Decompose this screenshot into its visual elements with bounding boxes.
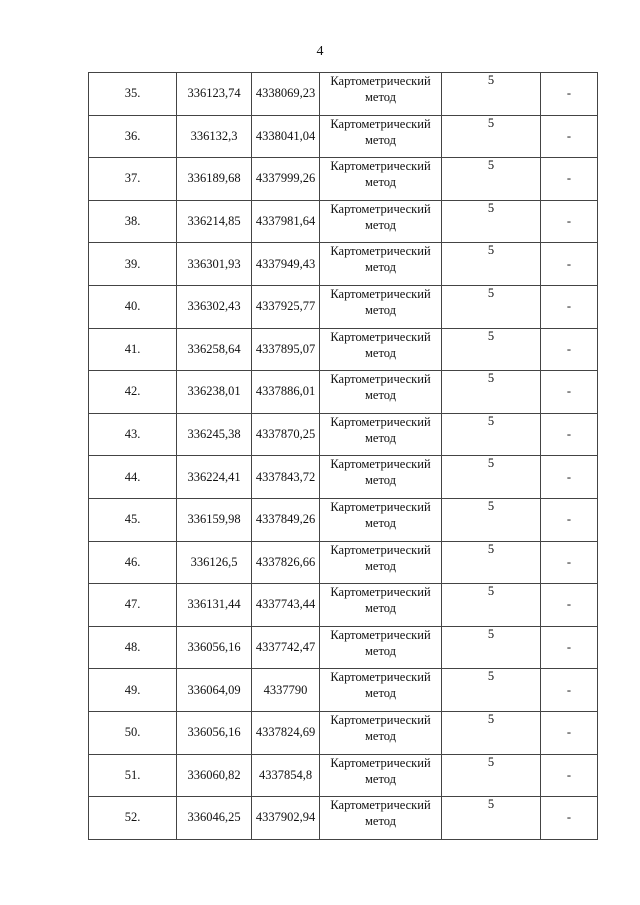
accuracy-text: 5 <box>487 584 495 599</box>
accuracy-cell <box>442 711 541 754</box>
accuracy-text: 5 <box>487 413 495 428</box>
note-cell <box>541 200 598 243</box>
y-coordinate-cell <box>252 797 320 840</box>
method-cell <box>320 285 442 328</box>
accuracy-cell <box>442 584 541 627</box>
accuracy-cell <box>442 669 541 712</box>
table-row <box>89 158 598 201</box>
y-coordinate-text: 4337870,25 <box>255 427 316 442</box>
x-coordinate-text: 336131,44 <box>187 597 241 612</box>
x-coordinate-text: 336056,16 <box>187 725 241 740</box>
method-text: метод <box>364 771 396 786</box>
coordinates-table <box>88 72 598 840</box>
y-coordinate-text: 4337743,44 <box>255 597 316 612</box>
x-coordinate-cell <box>177 754 252 797</box>
method-cell <box>320 158 442 201</box>
x-coordinate-text: 336302,43 <box>187 299 241 314</box>
method-text: метод <box>364 302 396 317</box>
note-text: - <box>566 299 572 314</box>
y-coordinate-cell <box>252 158 320 201</box>
table-row <box>89 626 598 669</box>
point-number-cell <box>89 669 177 712</box>
method-text: метод <box>364 217 396 232</box>
point-number-text: 52. <box>124 810 141 825</box>
point-number-cell <box>89 371 177 414</box>
note-text: - <box>566 640 572 655</box>
accuracy-text: 5 <box>487 328 495 343</box>
accuracy-text: 5 <box>487 626 495 641</box>
point-number-cell <box>89 73 177 116</box>
note-text: - <box>566 214 572 229</box>
y-coordinate-cell <box>252 584 320 627</box>
x-coordinate-text: 336060,82 <box>187 767 241 782</box>
note-cell <box>541 584 598 627</box>
y-coordinate-cell <box>252 541 320 584</box>
table-row <box>89 456 598 499</box>
x-coordinate-cell <box>177 158 252 201</box>
point-number-text: 35. <box>124 86 141 101</box>
accuracy-text: 5 <box>487 200 495 215</box>
note-cell <box>541 371 598 414</box>
x-coordinate-cell <box>177 584 252 627</box>
note-cell <box>541 413 598 456</box>
method-text: метод <box>364 728 396 743</box>
method-cell <box>320 711 442 754</box>
point-number-text: 38. <box>124 214 141 229</box>
method-text: метод <box>364 643 396 658</box>
method-cell <box>320 669 442 712</box>
x-coordinate-cell <box>177 711 252 754</box>
method-cell <box>320 456 442 499</box>
y-coordinate-text: 4338069,23 <box>255 86 316 101</box>
method-cell <box>320 328 442 371</box>
method-text: метод <box>364 430 396 445</box>
point-number-cell <box>89 328 177 371</box>
x-coordinate-text: 336238,01 <box>187 384 241 399</box>
x-coordinate-text: 336258,64 <box>187 341 241 356</box>
accuracy-cell <box>442 328 541 371</box>
y-coordinate-text: 4337790 <box>263 682 308 697</box>
x-coordinate-text: 336159,98 <box>187 512 241 527</box>
x-coordinate-text: 336046,25 <box>187 810 241 825</box>
method-text: Картометрический <box>330 457 431 472</box>
note-text: - <box>566 256 572 271</box>
note-text: - <box>566 86 572 101</box>
point-number-cell <box>89 413 177 456</box>
y-coordinate-text: 4337826,66 <box>255 554 316 569</box>
method-text: метод <box>364 260 396 275</box>
note-cell <box>541 797 598 840</box>
method-text: Картометрический <box>330 798 431 813</box>
method-text: метод <box>364 601 396 616</box>
y-coordinate-cell <box>252 243 320 286</box>
note-cell <box>541 498 598 541</box>
point-number-cell <box>89 541 177 584</box>
note-cell <box>541 328 598 371</box>
accuracy-cell <box>442 73 541 116</box>
point-number-cell <box>89 711 177 754</box>
method-text: Картометрический <box>330 244 431 259</box>
accuracy-cell <box>442 243 541 286</box>
note-cell <box>541 626 598 669</box>
note-cell <box>541 669 598 712</box>
method-cell <box>320 115 442 158</box>
method-cell <box>320 200 442 243</box>
accuracy-cell <box>442 115 541 158</box>
note-cell <box>541 711 598 754</box>
y-coordinate-text: 4337981,64 <box>255 214 316 229</box>
x-coordinate-text: 336214,85 <box>187 214 241 229</box>
accuracy-text: 5 <box>487 371 495 386</box>
accuracy-text: 5 <box>487 243 495 258</box>
page-number: 4 <box>316 44 324 59</box>
method-text: метод <box>364 175 396 190</box>
note-text: - <box>566 384 572 399</box>
accuracy-text: 5 <box>487 797 495 812</box>
method-text: Картометрический <box>330 329 431 344</box>
coordinates-table-body <box>89 73 598 840</box>
x-coordinate-text: 336123,74 <box>187 86 241 101</box>
note-cell <box>541 754 598 797</box>
point-number-cell <box>89 626 177 669</box>
point-number-cell <box>89 158 177 201</box>
x-coordinate-text: 336064,09 <box>187 682 241 697</box>
method-text: Картометрический <box>330 201 431 216</box>
method-text: Картометрический <box>330 670 431 685</box>
note-text: - <box>566 171 572 186</box>
accuracy-text: 5 <box>487 669 495 684</box>
method-cell <box>320 413 442 456</box>
note-text: - <box>566 128 572 143</box>
point-number-text: 49. <box>124 682 141 697</box>
method-text: метод <box>364 473 396 488</box>
y-coordinate-cell <box>252 754 320 797</box>
note-text: - <box>566 682 572 697</box>
y-coordinate-cell <box>252 669 320 712</box>
x-coordinate-cell <box>177 626 252 669</box>
note-text: - <box>566 725 572 740</box>
x-coordinate-cell <box>177 328 252 371</box>
method-text: метод <box>364 814 396 829</box>
point-number-text: 51. <box>124 767 141 782</box>
x-coordinate-cell <box>177 498 252 541</box>
x-coordinate-text: 336224,41 <box>187 469 241 484</box>
y-coordinate-cell <box>252 626 320 669</box>
y-coordinate-cell <box>252 200 320 243</box>
method-cell <box>320 541 442 584</box>
method-cell <box>320 754 442 797</box>
note-cell <box>541 541 598 584</box>
point-number-text: 41. <box>124 341 141 356</box>
accuracy-cell <box>442 285 541 328</box>
table-row <box>89 754 598 797</box>
method-cell <box>320 584 442 627</box>
x-coordinate-cell <box>177 243 252 286</box>
note-text: - <box>566 469 572 484</box>
y-coordinate-text: 4337949,43 <box>255 256 316 271</box>
method-text: метод <box>364 515 396 530</box>
method-text: Картометрический <box>330 585 431 600</box>
table-row <box>89 541 598 584</box>
x-coordinate-cell <box>177 115 252 158</box>
accuracy-text: 5 <box>487 754 495 769</box>
point-number-text: 45. <box>124 512 141 527</box>
method-text: метод <box>364 686 396 701</box>
note-text: - <box>566 554 572 569</box>
accuracy-text: 5 <box>487 498 495 513</box>
accuracy-cell <box>442 200 541 243</box>
method-cell <box>320 243 442 286</box>
table-row <box>89 711 598 754</box>
y-coordinate-text: 4337824,69 <box>255 725 316 740</box>
accuracy-cell <box>442 456 541 499</box>
accuracy-text: 5 <box>487 541 495 556</box>
y-coordinate-text: 4337999,26 <box>255 171 316 186</box>
x-coordinate-text: 336056,16 <box>187 640 241 655</box>
accuracy-cell <box>442 797 541 840</box>
point-number-cell <box>89 243 177 286</box>
table-row <box>89 371 598 414</box>
point-number-cell <box>89 200 177 243</box>
method-text: Картометрический <box>330 542 431 557</box>
x-coordinate-text: 336301,93 <box>187 256 241 271</box>
method-text: Картометрический <box>330 499 431 514</box>
table-row <box>89 243 598 286</box>
point-number-text: 43. <box>124 427 141 442</box>
x-coordinate-cell <box>177 413 252 456</box>
note-text: - <box>566 597 572 612</box>
note-text: - <box>566 427 572 442</box>
y-coordinate-text: 4337854,8 <box>258 767 313 782</box>
y-coordinate-text: 4337902,94 <box>255 810 316 825</box>
point-number-text: 39. <box>124 256 141 271</box>
method-text: Картометрический <box>330 627 431 642</box>
x-coordinate-text: 336126,5 <box>190 554 238 569</box>
accuracy-text: 5 <box>487 73 495 87</box>
y-coordinate-text: 4337895,07 <box>255 341 316 356</box>
note-cell <box>541 73 598 116</box>
x-coordinate-cell <box>177 541 252 584</box>
note-cell <box>541 115 598 158</box>
point-number-text: 40. <box>124 299 141 314</box>
note-text: - <box>566 512 572 527</box>
x-coordinate-cell <box>177 456 252 499</box>
method-text: Картометрический <box>330 74 431 88</box>
method-text: Картометрический <box>330 712 431 727</box>
method-text: Картометрический <box>330 116 431 131</box>
y-coordinate-text: 4337886,01 <box>255 384 316 399</box>
table-row <box>89 328 598 371</box>
note-text: - <box>566 767 572 782</box>
note-cell <box>541 285 598 328</box>
method-text: Картометрический <box>330 755 431 770</box>
point-number-cell <box>89 456 177 499</box>
note-cell <box>541 456 598 499</box>
point-number-text: 47. <box>124 597 141 612</box>
accuracy-cell <box>442 498 541 541</box>
accuracy-cell <box>442 754 541 797</box>
table-row <box>89 200 598 243</box>
point-number-text: 50. <box>124 725 141 740</box>
x-coordinate-text: 336132,3 <box>190 128 238 143</box>
x-coordinate-text: 336189,68 <box>187 171 241 186</box>
point-number-text: 46. <box>124 554 141 569</box>
note-text: - <box>566 341 572 356</box>
method-text: метод <box>364 345 396 360</box>
point-number-cell <box>89 754 177 797</box>
x-coordinate-cell <box>177 73 252 116</box>
point-number-text: 42. <box>124 384 141 399</box>
table-row <box>89 498 598 541</box>
method-text: Картометрический <box>330 414 431 429</box>
method-text: Картометрический <box>330 286 431 301</box>
point-number-text: 37. <box>124 171 141 186</box>
accuracy-text: 5 <box>487 158 495 173</box>
y-coordinate-cell <box>252 73 320 116</box>
method-text: метод <box>364 90 396 104</box>
method-text: Картометрический <box>330 372 431 387</box>
point-number-text: 36. <box>124 128 141 143</box>
table-row <box>89 669 598 712</box>
x-coordinate-cell <box>177 669 252 712</box>
x-coordinate-text: 336245,38 <box>187 427 241 442</box>
point-number-cell <box>89 797 177 840</box>
method-cell <box>320 498 442 541</box>
y-coordinate-cell <box>252 328 320 371</box>
point-number-text: 48. <box>124 640 141 655</box>
y-coordinate-text: 4337849,26 <box>255 512 316 527</box>
point-number-text: 44. <box>124 469 141 484</box>
method-text: метод <box>364 132 396 147</box>
x-coordinate-cell <box>177 285 252 328</box>
accuracy-cell <box>442 158 541 201</box>
table-row <box>89 115 598 158</box>
method-text: Картометрический <box>330 159 431 174</box>
note-cell <box>541 243 598 286</box>
accuracy-text: 5 <box>487 711 495 726</box>
accuracy-cell <box>442 371 541 414</box>
method-text: метод <box>364 558 396 573</box>
y-coordinate-cell <box>252 413 320 456</box>
point-number-cell <box>89 285 177 328</box>
y-coordinate-text: 4337843,72 <box>255 469 316 484</box>
y-coordinate-cell <box>252 456 320 499</box>
accuracy-text: 5 <box>487 456 495 471</box>
x-coordinate-cell <box>177 797 252 840</box>
table-row <box>89 584 598 627</box>
y-coordinate-text: 4337742,47 <box>255 640 316 655</box>
y-coordinate-cell <box>252 371 320 414</box>
method-cell <box>320 626 442 669</box>
note-cell <box>541 158 598 201</box>
table-row <box>89 797 598 840</box>
accuracy-text: 5 <box>487 285 495 300</box>
method-cell <box>320 371 442 414</box>
method-cell <box>320 797 442 840</box>
y-coordinate-cell <box>252 711 320 754</box>
y-coordinate-cell <box>252 498 320 541</box>
note-text: - <box>566 810 572 825</box>
point-number-cell <box>89 115 177 158</box>
point-number-cell <box>89 584 177 627</box>
table-row <box>89 413 598 456</box>
x-coordinate-cell <box>177 200 252 243</box>
y-coordinate-cell <box>252 115 320 158</box>
table-row <box>89 73 598 116</box>
accuracy-cell <box>442 626 541 669</box>
y-coordinate-cell <box>252 285 320 328</box>
table-row <box>89 285 598 328</box>
y-coordinate-text: 4338041,04 <box>255 128 316 143</box>
accuracy-text: 5 <box>487 115 495 130</box>
method-cell <box>320 73 442 116</box>
accuracy-cell <box>442 413 541 456</box>
accuracy-cell <box>442 541 541 584</box>
x-coordinate-cell <box>177 371 252 414</box>
y-coordinate-text: 4337925,77 <box>255 299 316 314</box>
method-text: метод <box>364 388 396 403</box>
point-number-cell <box>89 498 177 541</box>
